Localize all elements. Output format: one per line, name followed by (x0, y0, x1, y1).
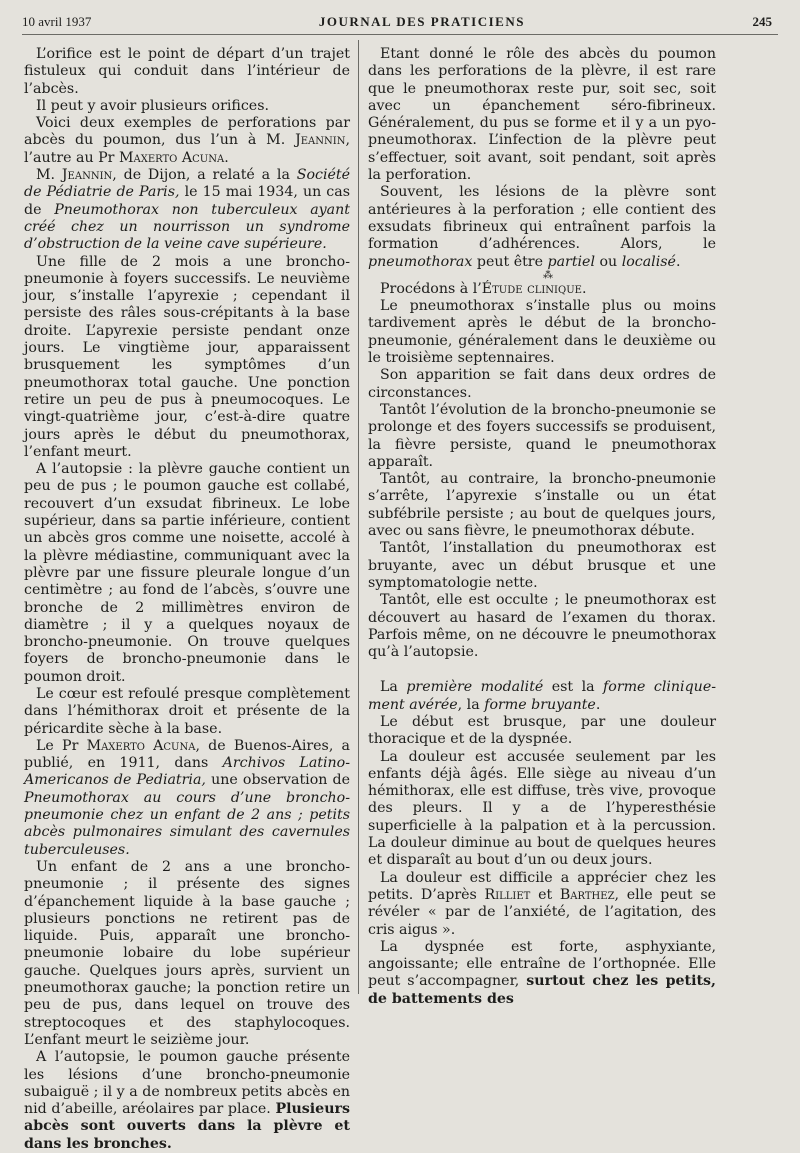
paragraph: Tantôt, elle est occulte ; le pneumothorax est découvert au hasard de l’examen du thorax. Parfois même, on ne découvre le pneumothorax qu’à l’autopsie. (368, 592, 716, 661)
author-name: Barthez (559, 886, 615, 903)
paragraph: A l’autopsie : la plèvre gauche contient un peu de pus ; le poumon gauche est collabé, recouvert d’un exsudat fibrineux. Le lobe supérieur, dans sa partie inférieure, contient un abcès gros comme une noisette, accolé à la plèvre médiastine, communiquant avec la plèvre par une fissure pleurale longue d’un centimètre ; au fond de l’abcès, s’ouvre une bronche de 2 millimètres environ de diamètre ; il y a quelques noyaux de broncho-pneumonie. On trouve quelques foyers de broncho-pneumonie dans le poumon droit. (24, 461, 350, 685)
author-name: Jeannin (295, 132, 346, 149)
case-title: Pneumothorax au cours d’une broncho-pneumonie chez un enfant de 2 ans ; petits abcès pulmonaires simulant des cavernules tuberculeuses. (24, 789, 350, 858)
author-name: Rilliet (484, 886, 531, 903)
paragraph: Le Pr Maxerto Acuna, de Buenos-Aires, a publié, en 1911, dans Archivos Latino-Americanos de Pediatria, une observation de Pneumothorax au cours d’une broncho-pneumonie chez un enfant de 2 ans ; petits abcès pulmonaires simulant des cavernules tuberculeuses. (24, 737, 351, 858)
author-name: Jeannin (61, 167, 113, 184)
paragraph: Le pneumothorax s’installe plus ou moins tardivement après le début de la broncho-pneumonie, généralement dans le deuxième ou le troisième septennaires. (368, 298, 716, 367)
paragraph: La douleur est accusée seulement par les enfants déjà âgés. Elle siège au niveau d’un hémithorax, elle est diffuse, très vive, provoque des pleurs. Il y a de l’hyperesthésie superficielle à la palpation et à la percussion. La douleur diminue au bout de quelques heures et disparaît au bout d’un ou deux jours. (368, 748, 716, 869)
column-divider (358, 40, 359, 994)
paragraph: Voici deux exemples de perforations par abcès du poumon, dus l’un à M. Jeannin, l’autre au Pr Maxerto Acuna. (24, 115, 350, 166)
paragraph: Tantôt l’évolution de la broncho-pneumonie se prolonge et des foyers successifs se produisent, la fièvre persiste, quand le pneumothorax apparaît. (368, 401, 716, 470)
paragraph: Un enfant de 2 ans a une broncho-pneumonie ; il présente des signes d’épanchement liquide à la base gauche ; plusieurs ponctions ne retirent pas de liquide. Puis, apparaît une broncho-pneumonie lobaire du lobe supérieur gauche. Quelques jours après, survient un pneumothorax gauche; la ponction retire un peu de pus, dans lequel on trouve des streptocoques et des staphylocoques. L’enfant meurt le seizième jour. (24, 858, 350, 1048)
paragraph: Il peut y avoir plusieurs orifices. (36, 97, 269, 114)
header-rule (22, 34, 778, 35)
right-column (368, 46, 716, 1008)
paragraph: Tantôt, au contraire, la broncho-pneumonie s’arrête, l’apyrexie s’installe ou un état subfébrile persiste ; au bout de quelques jours, avec ou sans fièvre, le pneumothorax débute. (368, 471, 716, 540)
page-number: 245 (752, 14, 772, 29)
paragraph: Une fille de 2 mois a une broncho-pneumonie à foyers successifs. Le neuvième jour, s’installe l’apyrexie ; cependant il persiste des râles sous-crépitants à la base droite. L’apyrexie persiste pendant onze jours. Le vingtième jour, apparaissent brusquement les symptômes d’un pneumothorax total gauche. Une ponction retire un peu de pus à pneumocoques. Le vingt-quatrième jour, c’est-à-dire quatre jours après le début du pneumothorax, l’enfant meurt. (24, 253, 350, 460)
running-header (22, 14, 772, 36)
asterism-separator: ⁂ (543, 269, 553, 281)
paragraph: L’orifice est le point de départ d’un trajet fistuleux qui conduit dans l’intérieur de l’abcès. (24, 46, 350, 97)
paragraph: Le début est brusque, par une douleur thoracique et de la dyspnée. (368, 713, 716, 748)
paragraph: A l’autopsie, le poumon gauche présente les lésions d’une broncho-pneumonie subaiguë ; il y a de nombreux petits abcès en nid d’abeille, aréolaires par place. Plusieurs abcès sont ouverts dans la plèvre et dans les bronches. (24, 1049, 350, 1152)
header-date: 10 avril 1937 (22, 14, 92, 29)
journal-name: Archivos Latino-Americanos de Pediatria, (24, 755, 350, 789)
society-name: Société de Pédiatrie de Paris, (24, 167, 351, 201)
author-name: Maxerto Acuna (86, 737, 196, 754)
paragraph: M. Jeannin, de Dijon, a relaté a la Société de Pédiatrie de Paris, le 15 mai 1934, un cas de Pneumothorax non tuberculeux ayant créé chez un nourrisson un syndrome d’obstruction de la veine cave supérieure. (24, 167, 351, 253)
journal-title: JOURNAL DES PRATICIENS (318, 14, 525, 29)
case-title: Pneumothorax non tuberculeux ayant créé chez un nourrisson un syndrome d’obstruction de la veine cave supérieure. (24, 201, 350, 253)
paragraph: Tantôt, l’installation du pneumothorax est bruyante, avec un début brusque et une symptomatologie nette. (368, 540, 716, 591)
paragraph: La dyspnée est forte, asphyxiante, angoissante; elle entraîne de l’orthopnée. Elle peut s’accompagner, surtout chez les petits, de battements des (368, 938, 716, 1007)
paragraph: Etant donné le rôle des abcès du poumon dans les perforations de la plèvre, il est rare que le pneumothorax reste pur, soit sec, soit avec un épanchement séro-fibrineux. Généralement, du pus se forme et il y a un pyo-pneumothorax. L’infection de la plèvre peut s’effectuer, soit avant, soit pendant, soit après la perforation. (368, 46, 716, 184)
author-name: Maxerto Acuna (118, 149, 225, 166)
left-column (24, 46, 350, 1153)
paragraph: La première modalité est la forme clinique-ment avérée, la forme bruyante. (368, 679, 717, 713)
paragraph: La douleur est difficile a apprécier chez les petits. D’après Rilliet et Barthez, elle peut se révéler « par de l’anxiété, de l’agitation, des cris aigus ». (368, 869, 716, 938)
section-heading: Procédons à l’Étude clinique. (380, 280, 587, 297)
paragraph: Son apparition se fait dans deux ordres de circonstances. (368, 367, 716, 401)
paragraph: Le cœur est refoulé presque complètement dans l’hémithorax droit et présente de la péricardite sèche à la base. (24, 685, 350, 737)
paragraph: Souvent, les lésions de la plèvre sont antérieures à la perforation ; elle contient des exsudats fibrineux qui entraînent parfois la formation d’adhérences. Alors, le pneumothorax peut être partiel ou localisé. (368, 184, 716, 270)
